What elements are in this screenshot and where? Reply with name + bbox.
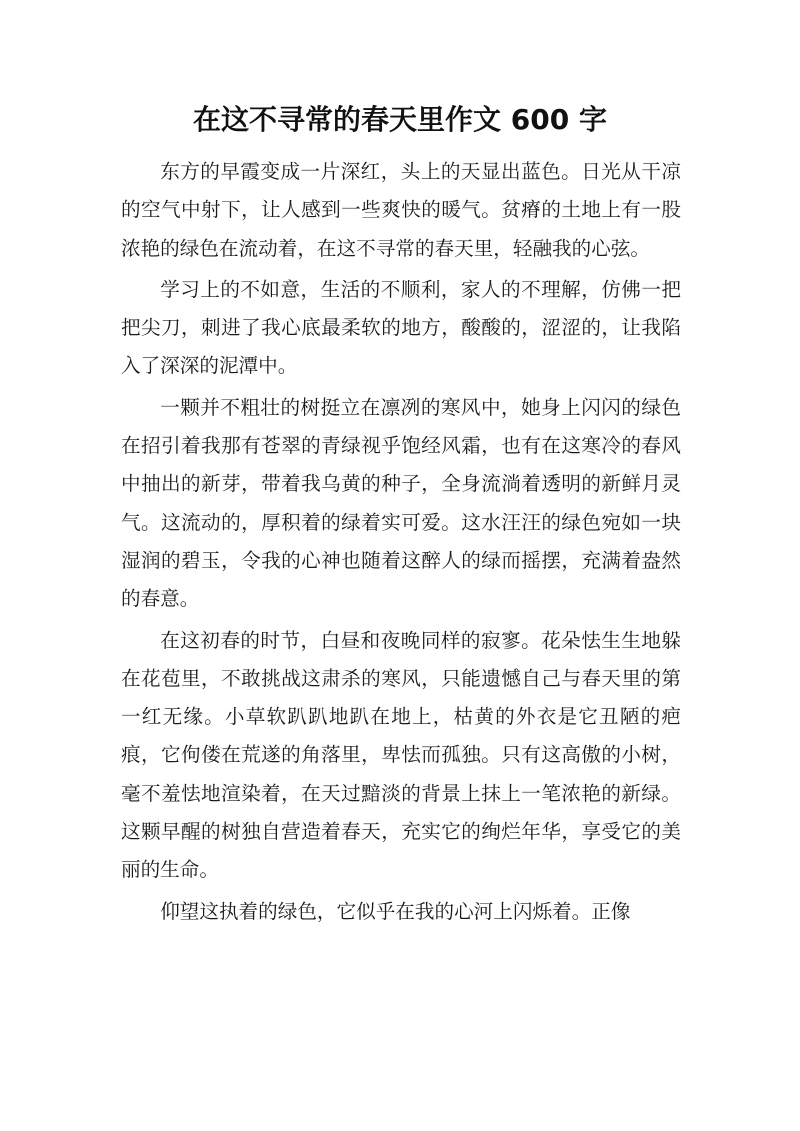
paragraph: 仰望这执着的绿色，它似乎在我的心河上闪烁着。正像 — [160, 899, 631, 923]
paragraph: 学习上的不如意，生活的不顺利，家人的不理解，仿佛一把把尖刀，刺进了我心底最柔软的地方，酸酸的，涩涩的，让我陷入了深深的泥潭中。 — [121, 277, 681, 378]
paragraph: 在这初春的时节，白昼和夜晚同样的寂寥。花朵怯生生地躲在花苞里，不敢挑战这肃杀的寒风，只能遗憾自己与春天里的第一红无缘。小草软趴趴地趴在地上，枯黄的外衣是它丑陋的疤痕，它佝偻在荒遂的角落里，卑怯而孤独。只有这高傲的小树，毫不羞怯地渲染着，在天过黯淡的背景上抹上一笔浓艳的新绿。这颗早醒的树独自营造着春天，充实它的绚烂年华，享受它的美丽的生命。 — [121, 628, 681, 882]
paragraph: 一颗并不粗壮的树挺立在凛冽的寒风中，她身上闪闪的绿色在招引着我那有苍翠的青绿视乎饱经风霜，也有在这寒冷的春风中抽出的新芽，带着我乌黄的种子，全身流淌着透明的新鲜月灵气。这流动的，厚积着的绿着实可爱。这水汪汪的绿色宛如一块湿润的碧玉，令我的心神也随着这醉人的绿而摇摆，充满着盎然的春意。 — [121, 395, 681, 611]
document-title: 在这不寻常的春天里作文 600 字 — [193, 103, 607, 136]
paragraph: 东方的早霞变成一片深红，头上的天显出蓝色。日光从干凉的空气中射下，让人感到一些爽快的暖气。贫瘠的土地上有一股浓艳的绿色在流动着，在这不寻常的春天里，轻融我的心弦。 — [121, 160, 681, 260]
document-body — [121, 153, 681, 934]
